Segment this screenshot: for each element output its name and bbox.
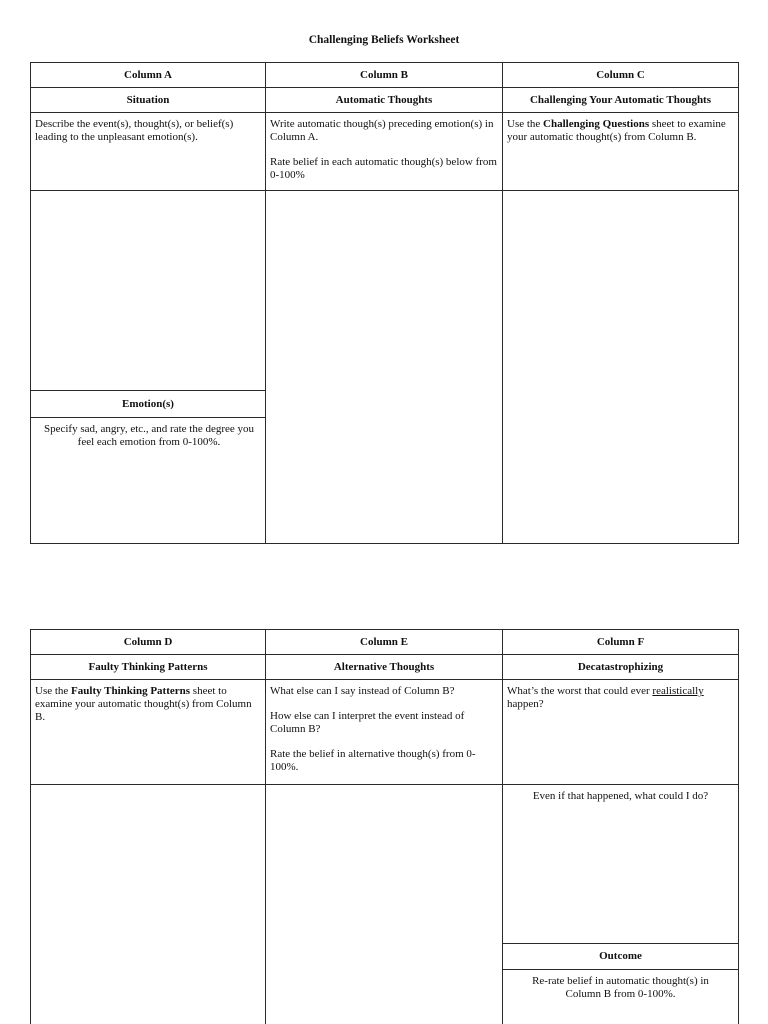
outcome-heading: Outcome xyxy=(599,950,642,962)
column-e-label: Column E xyxy=(360,635,408,648)
column-e-heading: Alternative Thoughts xyxy=(333,660,435,673)
emotions-heading: Emotion(s) xyxy=(122,397,174,410)
emotions-description: Specify sad, angry, etc., and rate the degree you feel each emotion from 0-100%. xyxy=(43,423,255,448)
column-e-description xyxy=(266,680,502,784)
column-f-heading: Decatastrophizing xyxy=(577,660,664,673)
column-f-label: Column F xyxy=(596,635,645,648)
column-a-heading: Situation xyxy=(126,93,170,106)
faulty-thinking-patterns-ref: Faulty Thinking Patterns xyxy=(71,685,191,697)
challenging-questions-ref: Challenging Questions xyxy=(543,118,650,130)
column-e-description-p1: What else can I say instead of Column B? xyxy=(270,685,455,697)
realistically-underlined: realistically xyxy=(652,685,704,697)
column-f-desc-pre: What’s the worst that could ever xyxy=(507,685,653,697)
faulty-thinking-entry-area[interactable] xyxy=(31,785,265,1024)
column-b-description-p2: Rate belief in each automatic though(s) below from 0-100% xyxy=(270,156,497,181)
column-b-description xyxy=(266,113,502,190)
column-c-heading: Challenging Your Automatic Thoughts xyxy=(529,93,712,106)
column-e-description-p3: Rate the belief in alternative though(s) from 0-100%. xyxy=(270,748,476,773)
worksheet-title: Challenging Beliefs Worksheet xyxy=(308,34,460,46)
table1-border-bottom xyxy=(30,543,739,544)
table1-border-right xyxy=(738,62,739,544)
column-a-label: Column A xyxy=(124,68,172,81)
column-c-description xyxy=(503,113,738,190)
column-c-label: Column C xyxy=(596,68,645,81)
column-c-desc-post: sheet to examine your automatic thought(s) from Column B. xyxy=(507,118,726,143)
column-f-desc-post: happen? xyxy=(507,698,544,710)
challenging-thoughts-entry-area[interactable] xyxy=(503,191,738,543)
automatic-thoughts-entry-area[interactable] xyxy=(266,191,502,543)
situation-entry-area[interactable] xyxy=(31,191,265,390)
table2-border-right xyxy=(738,629,739,1024)
column-d-description xyxy=(31,680,265,784)
column-e-description-p2: How else can I interpret the event instead of Column B? xyxy=(270,710,465,735)
column-d-desc-post: sheet to examine your automatic thought(s) from Column B. xyxy=(35,685,252,723)
outcome-description: Re-rate belief in automatic thought(s) in Column B from 0-100%. xyxy=(532,975,709,1000)
column-b-description-p1: Write automatic though(s) preceding emotion(s) in Column A. xyxy=(270,118,494,143)
emotions-entry-area[interactable] xyxy=(31,458,265,543)
column-a-description: Describe the event(s), thought(s), or belief(s) leading to the unpleasant emotion(s). xyxy=(35,118,234,143)
alternative-thoughts-entry-area[interactable] xyxy=(266,785,502,1024)
column-f-description xyxy=(503,680,738,784)
column-b-label: Column B xyxy=(360,68,408,81)
column-c-desc-pre: Use the xyxy=(507,118,544,130)
column-d-desc-pre: Use the xyxy=(35,685,72,697)
column-d-heading: Faulty Thinking Patterns xyxy=(88,660,208,673)
column-b-heading: Automatic Thoughts xyxy=(335,93,433,106)
column-d-label: Column D xyxy=(123,635,173,648)
column-f-what-could-i-do: Even if that happened, what could I do? xyxy=(532,790,709,802)
